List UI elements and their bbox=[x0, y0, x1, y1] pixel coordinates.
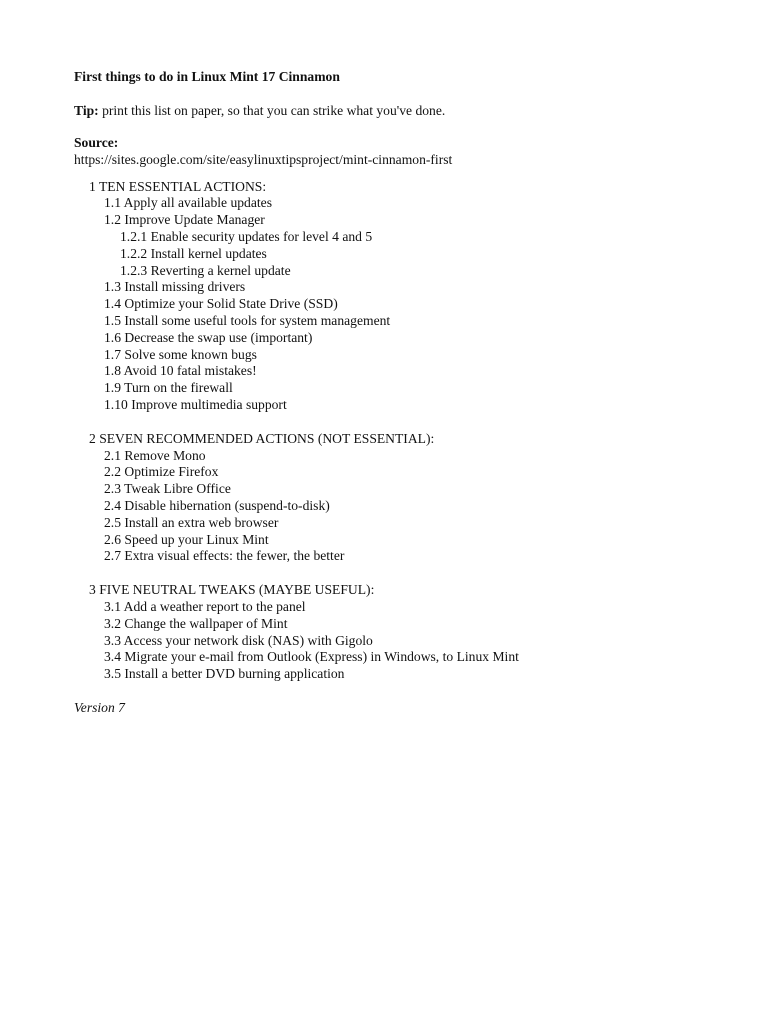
list-item: 1.4 Optimize your Solid State Drive (SSD) bbox=[104, 296, 338, 312]
section-heading: 1 TEN ESSENTIAL ACTIONS: bbox=[89, 178, 267, 194]
list-item: 1.6 Decrease the swap use (important) bbox=[104, 329, 313, 345]
list-item: 1.5 Install some useful tools for system management bbox=[104, 312, 391, 328]
tip-text: print this list on paper, so that you can strike what you've done. bbox=[98, 103, 446, 118]
list-item: 3.1 Add a weather report to the panel bbox=[104, 598, 306, 614]
list-item: 3.2 Change the wallpaper of Mint bbox=[104, 615, 288, 631]
outline-section bbox=[74, 179, 734, 414]
source-url: https://sites.google.com/site/easylinuxtipsproject/mint-cinnamon-first bbox=[74, 151, 453, 167]
list-item: 1.3 Install missing drivers bbox=[104, 279, 246, 295]
list-item: 2.6 Speed up your Linux Mint bbox=[104, 531, 269, 547]
list-item: 2.7 Extra visual effects: the fewer, the better bbox=[104, 548, 345, 564]
list-item: 1.1 Apply all available updates bbox=[104, 195, 272, 211]
version-label: Version 7 bbox=[74, 699, 125, 715]
outline-section bbox=[74, 431, 734, 565]
document-page bbox=[74, 68, 734, 717]
list-item: 2.5 Install an extra web browser bbox=[104, 514, 279, 530]
list-item: 2.2 Optimize Firefox bbox=[104, 464, 219, 480]
list-item: 3.5 Install a better DVD burning application bbox=[104, 666, 345, 682]
tip-label: Tip: bbox=[74, 103, 99, 118]
section-heading: 2 SEVEN RECOMMENDED ACTIONS (NOT ESSENTIAL): bbox=[89, 430, 435, 446]
list-item: 2.1 Remove Mono bbox=[104, 447, 206, 463]
document-title: First things to do in Linux Mint 17 Cinnamon bbox=[74, 69, 340, 84]
source-label: Source: bbox=[74, 135, 119, 150]
tip-paragraph bbox=[74, 102, 734, 120]
list-item: 2.3 Tweak Libre Office bbox=[104, 481, 231, 497]
list-item: 2.4 Disable hibernation (suspend-to-disk) bbox=[104, 497, 330, 513]
list-item: 1.9 Turn on the firewall bbox=[104, 380, 233, 396]
list-item: 1.8 Avoid 10 fatal mistakes! bbox=[104, 363, 257, 379]
table-of-contents bbox=[74, 179, 734, 683]
list-item: 3.4 Migrate your e-mail from Outlook (Express) in Windows, to Linux Mint bbox=[104, 649, 519, 665]
list-item: 3.3 Access your network disk (NAS) with Gigolo bbox=[104, 632, 373, 648]
list-item: 1.2.2 Install kernel updates bbox=[120, 245, 267, 261]
list-item: 1.2 Improve Update Manager bbox=[104, 212, 265, 228]
source-block bbox=[74, 135, 734, 169]
list-item: 1.2.1 Enable security updates for level 4 and 5 bbox=[120, 228, 373, 244]
list-item: 1.10 Improve multimedia support bbox=[104, 396, 287, 412]
list-item: 1.2.3 Reverting a kernel update bbox=[120, 262, 291, 278]
section-heading: 3 FIVE NEUTRAL TWEAKS (MAYBE USEFUL): bbox=[89, 582, 375, 598]
outline-section bbox=[74, 582, 734, 683]
list-item: 1.7 Solve some known bugs bbox=[104, 346, 257, 362]
